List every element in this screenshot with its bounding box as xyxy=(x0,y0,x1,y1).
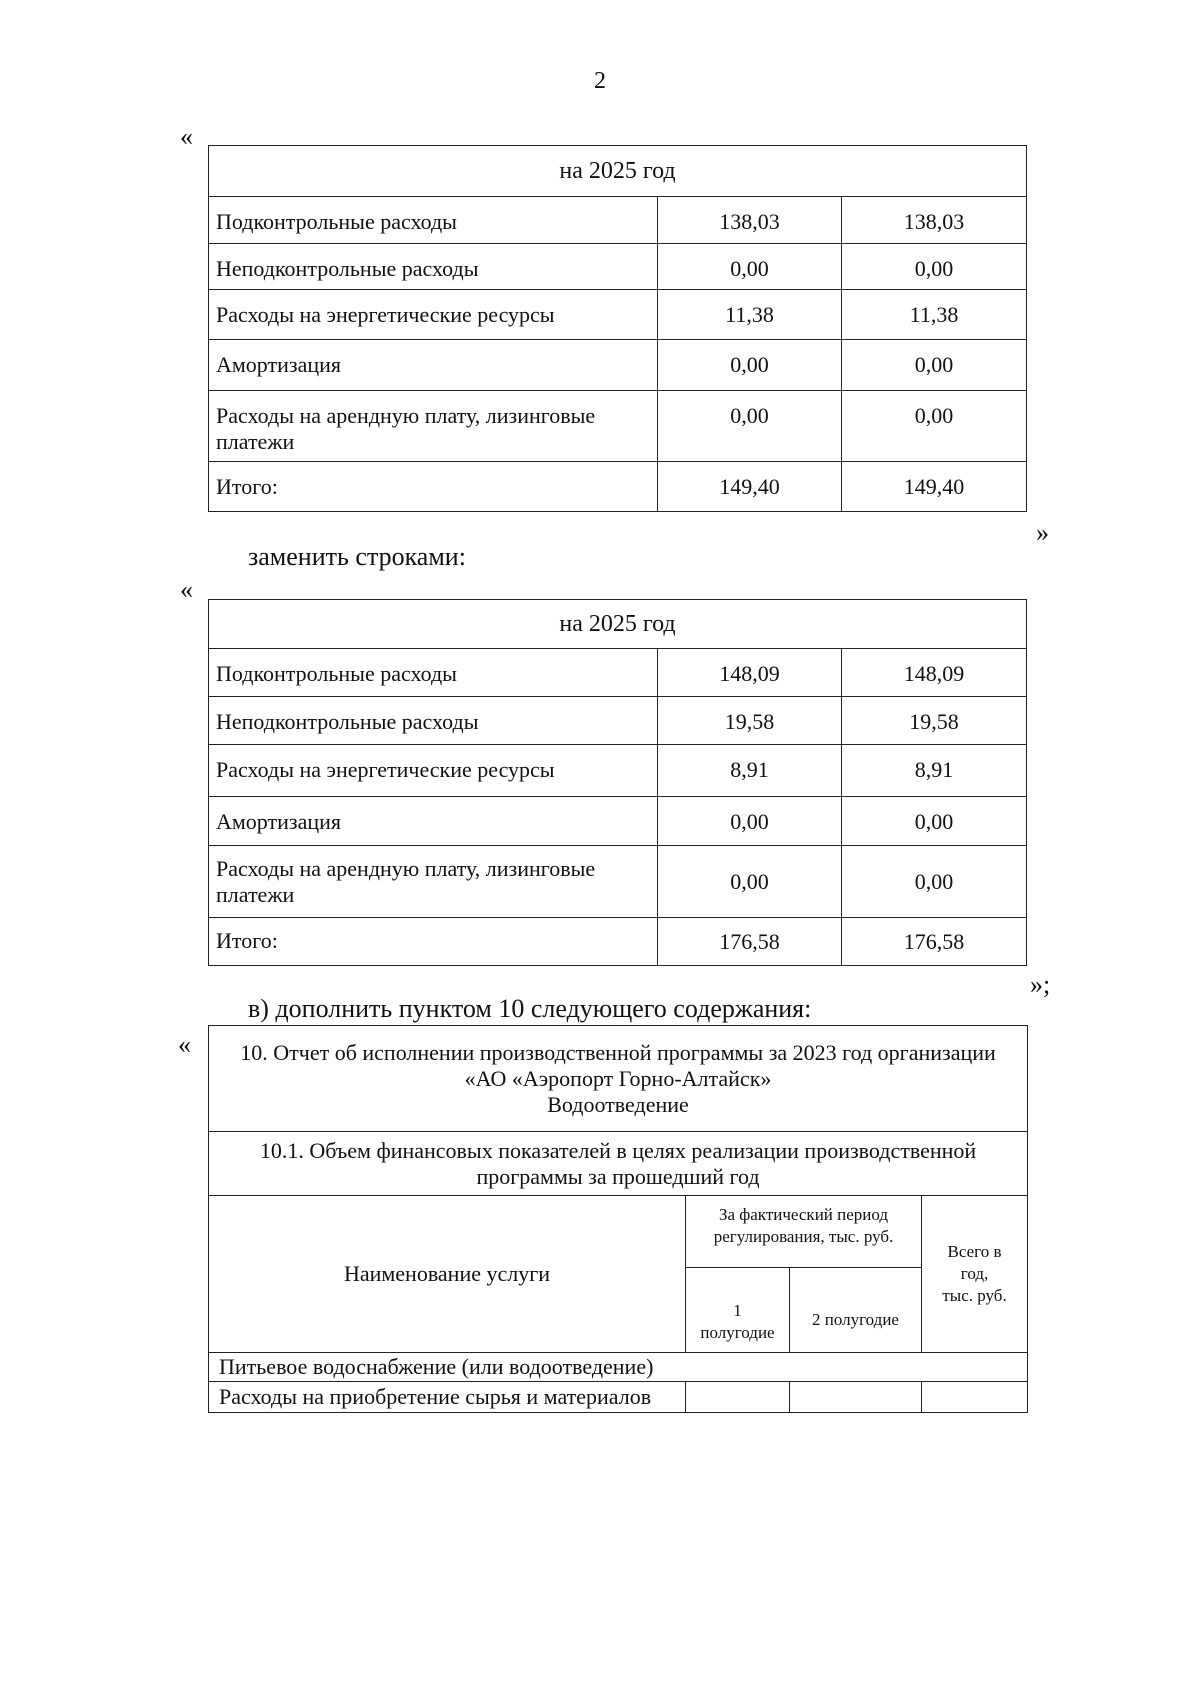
report-title-line: 10. Отчет об исполнении производственной программы за 2023 год организации xyxy=(240,1039,996,1065)
col-total-line: Всего в xyxy=(947,1242,1002,1261)
table-row xyxy=(209,244,1027,290)
close-quote-1: » xyxy=(1036,518,1049,547)
row-value: 0,00 xyxy=(842,244,1027,290)
table-2025-new xyxy=(208,599,1027,966)
col-half1-line: 1 xyxy=(733,1301,742,1320)
row-value: 8,91 xyxy=(842,745,1027,797)
row-value: 0,00 xyxy=(842,797,1027,846)
table-2025-old xyxy=(208,145,1027,512)
open-quote-1: « xyxy=(180,122,193,151)
row-cell-empty xyxy=(790,1382,922,1413)
row-value: 19,58 xyxy=(842,697,1027,745)
row-label: Расходы на энергетические ресурсы xyxy=(209,290,658,340)
col-half2-header: 2 полугодие xyxy=(790,1268,922,1353)
row-cell-empty xyxy=(686,1382,790,1413)
table-row-total xyxy=(209,918,1027,966)
report-title xyxy=(209,1026,1028,1132)
row-value: 0,00 xyxy=(658,846,842,918)
table-row xyxy=(209,290,1027,340)
row-value: 0,00 xyxy=(842,340,1027,391)
row-value: 148,09 xyxy=(658,649,842,697)
row-value: 176,58 xyxy=(658,918,842,966)
row-label: Расходы на арендную плату, лизинговые платежи xyxy=(209,846,658,918)
row-label: Подконтрольные расходы xyxy=(209,197,658,244)
row-label: Расходы на арендную плату, лизинговые платежи xyxy=(209,391,658,462)
table-header: на 2025 год xyxy=(209,600,1027,649)
open-quote-3: « xyxy=(178,1030,191,1059)
table-row xyxy=(209,649,1027,697)
row-value: 0,00 xyxy=(658,244,842,290)
col-half1-header xyxy=(686,1268,790,1353)
row-value: 0,00 xyxy=(842,846,1027,918)
row-label: Подконтрольные расходы xyxy=(209,649,658,697)
row-materials-label: Расходы на приобретение сырья и материалов xyxy=(209,1382,686,1413)
col-half1-line: полугодие xyxy=(700,1323,775,1342)
row-label: Неподконтрольные расходы xyxy=(209,697,658,745)
table-row xyxy=(209,797,1027,846)
report-subtitle-line: программы за прошедший год xyxy=(476,1163,760,1189)
table-report-2023 xyxy=(208,1025,1028,1413)
row-value: 19,58 xyxy=(658,697,842,745)
col-period-line: регулирования, тыс. руб. xyxy=(713,1227,894,1246)
row-value: 149,40 xyxy=(842,462,1027,512)
table-row-total xyxy=(209,462,1027,512)
col-total-header xyxy=(922,1196,1028,1353)
row-label: Итого: xyxy=(209,462,658,512)
row-value: 0,00 xyxy=(658,391,842,462)
table-row xyxy=(209,1382,1028,1413)
row-value: 176,58 xyxy=(842,918,1027,966)
row-value: 11,38 xyxy=(658,290,842,340)
row-value: 149,40 xyxy=(658,462,842,512)
col-service-name: Наименование услуги xyxy=(209,1196,686,1353)
row-value: 148,09 xyxy=(842,649,1027,697)
row-label: Амортизация xyxy=(209,340,658,391)
row-value: 138,03 xyxy=(842,197,1027,244)
report-title-line: «АО «Аэропорт Горно-Алтайск» xyxy=(464,1065,772,1091)
row-value: 0,00 xyxy=(658,340,842,391)
row-label: Расходы на энергетические ресурсы xyxy=(209,745,658,797)
open-quote-2: « xyxy=(180,575,193,604)
report-title-line: Водоотведение xyxy=(547,1091,689,1117)
row-label: Амортизация xyxy=(209,797,658,846)
table-header: на 2025 год xyxy=(209,146,1027,197)
row-value: 0,00 xyxy=(658,797,842,846)
page-number: 2 xyxy=(594,68,606,94)
row-label: Неподконтрольные расходы xyxy=(209,244,658,290)
col-period-line: За фактический период xyxy=(718,1205,889,1224)
table-row xyxy=(209,340,1027,391)
table-row xyxy=(209,745,1027,797)
col-total-line: тыс. руб. xyxy=(942,1286,1007,1305)
row-value: 8,91 xyxy=(658,745,842,797)
row-value: 0,00 xyxy=(842,391,1027,462)
replace-instruction: заменить строками: xyxy=(248,542,466,571)
row-cell-empty xyxy=(922,1382,1028,1413)
row-water-supply: Питьевое водоснабжение (или водоотведение) xyxy=(209,1353,1028,1382)
row-value: 138,03 xyxy=(658,197,842,244)
close-quote-2: »; xyxy=(1030,970,1051,999)
table-row xyxy=(209,846,1027,918)
table-row xyxy=(209,391,1027,462)
row-value: 11,38 xyxy=(842,290,1027,340)
col-total-line: год, xyxy=(960,1264,989,1283)
supplement-instruction: в) дополнить пунктом 10 следующего содержания: xyxy=(248,994,812,1023)
report-subtitle-line: 10.1. Объем финансовых показателей в целях реализации производственной xyxy=(259,1137,977,1163)
report-subtitle xyxy=(209,1132,1028,1196)
table-row xyxy=(209,197,1027,244)
col-period-header xyxy=(686,1196,922,1268)
table-row xyxy=(209,697,1027,745)
row-label: Итого: xyxy=(209,918,658,966)
